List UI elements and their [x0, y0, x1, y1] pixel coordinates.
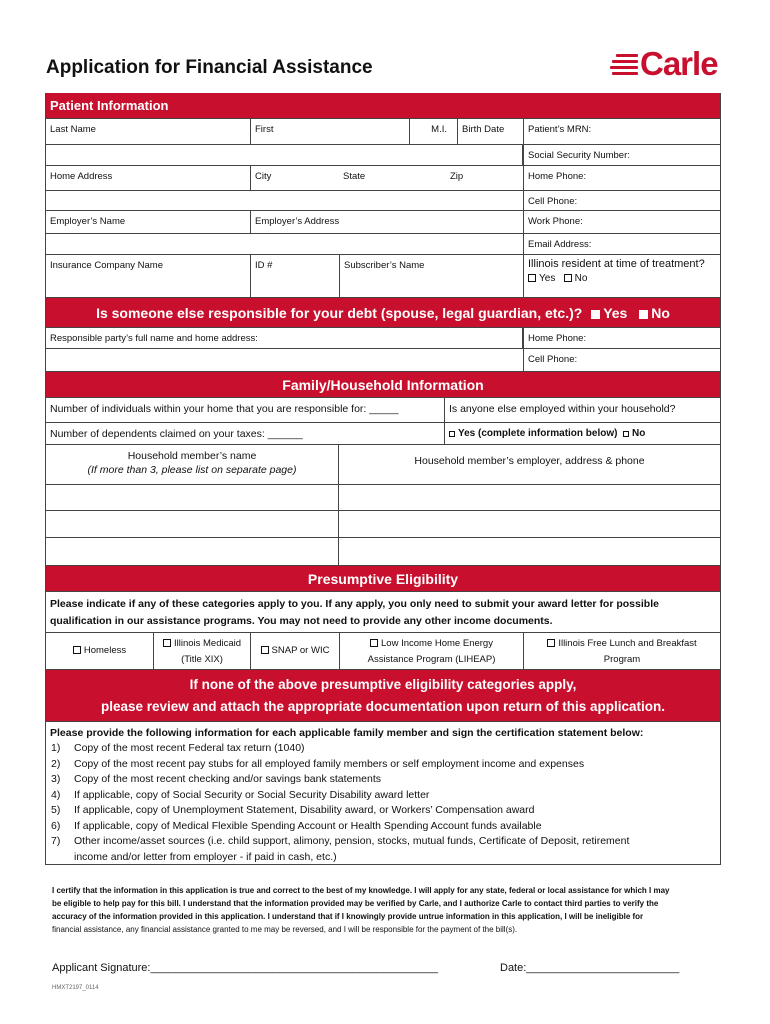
page-title: Application for Financial Assistance: [46, 57, 373, 78]
applicant-signature-field[interactable]: Applicant Signature:_______________________________________________: [52, 962, 438, 974]
medicaid-checkbox[interactable]: [163, 639, 171, 647]
presumptive-heading: Presumptive Eligibility: [46, 566, 720, 592]
employed-options: [444, 423, 720, 444]
member-employer-input-2[interactable]: [338, 511, 720, 537]
illinois-yes-checkbox[interactable]: [528, 274, 536, 282]
responsible-home-phone-field[interactable]: Home Phone:: [523, 328, 720, 348]
none-apply-banner: [46, 670, 720, 722]
free-lunch-checkbox[interactable]: [547, 639, 555, 647]
list-item: 6) If applicable, copy of Medical Flexible Spending Account or Health Spending Account funds available: [51, 819, 542, 832]
liheap-label: Low Income Home Energy: [381, 638, 493, 649]
member-employer-header: Household member’s employer, address & phone: [338, 445, 720, 484]
presumptive-intro-line2: qualification in our assistance programs. You may not need to provide any other income documents.: [50, 615, 553, 627]
liheap-option[interactable]: [339, 633, 523, 669]
certification-line4: financial assistance, any financial assistance granted to me may be reversed, and I will be responsible for the payment of the bill(s).: [52, 925, 518, 934]
list-item: income and/or letter from employer - if paid in cash, etc.): [74, 850, 337, 863]
member-name-label: Household member’s name: [127, 450, 257, 462]
employed-yes-label: Yes (complete information below): [458, 428, 618, 439]
illinois-yes-label: Yes: [539, 273, 556, 284]
liheap-sublabel: Assistance Program (LIHEAP): [367, 654, 496, 665]
requirements-intro: Please provide the following information for each applicable family member and sign the certification statement below:: [50, 727, 644, 739]
member-name-input-3[interactable]: [46, 538, 338, 565]
snap-option[interactable]: [250, 633, 339, 669]
member-employer-input-3[interactable]: [338, 538, 720, 565]
subscriber-name-field[interactable]: Subscriber’s Name: [339, 255, 523, 297]
mi-field[interactable]: M.I.: [409, 119, 457, 144]
employed-no-label: No: [632, 428, 646, 439]
insurance-id-field[interactable]: ID #: [250, 255, 339, 297]
list-item: 2) Copy of the most recent pay stubs for all employed family members or self employment income and expenses: [51, 757, 585, 770]
certification-line2: be eligible to help pay for this bill. I understand that the information provided may be verified by Carle, and I authorize Carle to contact third parties to verify the: [52, 899, 659, 908]
dependents-count-field[interactable]: Number of dependents claimed on your taxes: ______: [50, 428, 303, 440]
member-name-input-2[interactable]: [46, 511, 338, 537]
certification-statement: [52, 884, 718, 936]
responsible-question: Is someone else responsible for your debt (spouse, legal guardian, etc.)?: [96, 305, 583, 321]
city-field[interactable]: City: [250, 166, 339, 190]
member-name-input-1[interactable]: [46, 485, 338, 510]
medicaid-sublabel: (Title XIX): [181, 654, 223, 665]
date-field[interactable]: Date:_________________________: [500, 962, 680, 974]
presumptive-intro-line1: Please indicate if any of these categories apply to you. If any apply, you only need to submit your award letter for possible: [50, 598, 659, 610]
carle-logo: [610, 45, 730, 84]
first-name-field[interactable]: First: [250, 119, 409, 144]
application-form: [45, 93, 721, 865]
blank-cell: [46, 349, 523, 371]
certification-line1: I certify that the information in this application is true and correct to the best of my knowledge. I will apply for any state, federal or local assistance for which I may: [52, 886, 670, 895]
free-lunch-option[interactable]: [523, 633, 720, 669]
responsible-heading: [46, 298, 720, 328]
homeless-option[interactable]: [46, 633, 153, 669]
employed-no-checkbox[interactable]: [623, 431, 629, 437]
presumptive-intro: [46, 592, 720, 633]
list-item: 1) Copy of the most recent Federal tax return (1040): [51, 742, 305, 754]
blank-cell: [46, 234, 523, 254]
ssn-field[interactable]: Social Security Number:: [523, 145, 720, 165]
list-item: 4) If applicable, copy of Social Security or Social Security Disability award letter: [51, 788, 430, 801]
responsible-no-label: No: [651, 305, 670, 321]
individuals-count-field[interactable]: Number of individuals within your home that you are responsible for: _____: [50, 403, 399, 415]
medicaid-label: Illinois Medicaid: [173, 638, 242, 649]
blank-cell: [46, 145, 523, 165]
home-phone-field[interactable]: Home Phone:: [523, 166, 720, 190]
patient-info-heading: Patient Information: [46, 93, 720, 119]
medicaid-option[interactable]: [153, 633, 250, 669]
member-note-label: (If more than 3, please list on separate page): [87, 464, 297, 476]
free-lunch-label: Illinois Free Lunch and Breakfast: [558, 638, 697, 649]
member-employer-input-1[interactable]: [338, 485, 720, 510]
list-item: 5) If applicable, copy of Unemployment Statement, Disability award, or Workers’ Compensation award: [51, 804, 535, 816]
free-lunch-sublabel: Program: [603, 654, 641, 665]
zip-field[interactable]: Zip: [450, 171, 464, 182]
employer-address-field[interactable]: Employer’s Address: [250, 211, 523, 233]
mrn-field[interactable]: Patient’s MRN:: [523, 119, 720, 144]
home-address-field[interactable]: Home Address: [50, 171, 113, 182]
homeless-label: Homeless: [83, 645, 127, 656]
snap-label: SNAP or WIC: [271, 645, 330, 656]
member-name-header: [46, 445, 338, 484]
responsible-cell-phone-field[interactable]: Cell Phone:: [523, 349, 720, 371]
requirements-section: [46, 722, 720, 865]
employed-yes-checkbox[interactable]: [449, 431, 455, 437]
last-name-field[interactable]: Last Name: [50, 124, 96, 135]
birth-date-field[interactable]: Birth Date: [457, 119, 523, 144]
illinois-no-label: No: [574, 273, 588, 284]
state-field[interactable]: State: [343, 171, 366, 182]
list-item: 3) Copy of the most recent checking and/or savings bank statements: [51, 773, 381, 785]
blank-cell: [46, 191, 523, 210]
illinois-resident-cell: [523, 255, 720, 297]
responsible-yes-checkbox[interactable]: [591, 310, 600, 319]
list-item: 7) Other income/asset sources (i.e. child support, alimony, pension, stocks, mutual funds, Certificate of Deposit, retirement: [51, 835, 630, 847]
insurance-company-field[interactable]: Insurance Company Name: [50, 260, 163, 271]
homeless-checkbox[interactable]: [73, 646, 81, 654]
responsible-name-field[interactable]: Responsible party’s full name and home address:: [46, 328, 523, 348]
cell-phone-field[interactable]: Cell Phone:: [523, 191, 720, 210]
responsible-no-checkbox[interactable]: [639, 310, 648, 319]
logo-lines-icon: [610, 54, 638, 78]
email-field[interactable]: Email Address:: [523, 234, 720, 254]
requirements-list: [50, 741, 716, 865]
none-apply-line1: If none of the above presumptive eligibility categories apply,: [189, 677, 577, 692]
liheap-checkbox[interactable]: [370, 639, 378, 647]
logo-text: Carle: [640, 45, 718, 82]
certification-line3: accuracy of the information provided in this application. I understand that if I knowingly provide untrue information in this application, I will be ineligible for: [52, 912, 644, 921]
responsible-yes-label: Yes: [603, 305, 628, 321]
illinois-no-checkbox[interactable]: [564, 274, 572, 282]
form-number: HMXT2197_0114: [52, 985, 99, 991]
illinois-resident-question: Illinois resident at time of treatment?: [528, 258, 705, 270]
employed-question: Is anyone else employed within your household?: [444, 398, 720, 422]
family-heading: Family/Household Information: [46, 372, 720, 398]
snap-checkbox[interactable]: [261, 646, 269, 654]
employer-name-field[interactable]: Employer’s Name: [50, 216, 126, 227]
none-apply-line2: please review and attach the appropriate documentation upon return of this application.: [100, 699, 666, 714]
work-phone-field[interactable]: Work Phone:: [523, 211, 720, 233]
